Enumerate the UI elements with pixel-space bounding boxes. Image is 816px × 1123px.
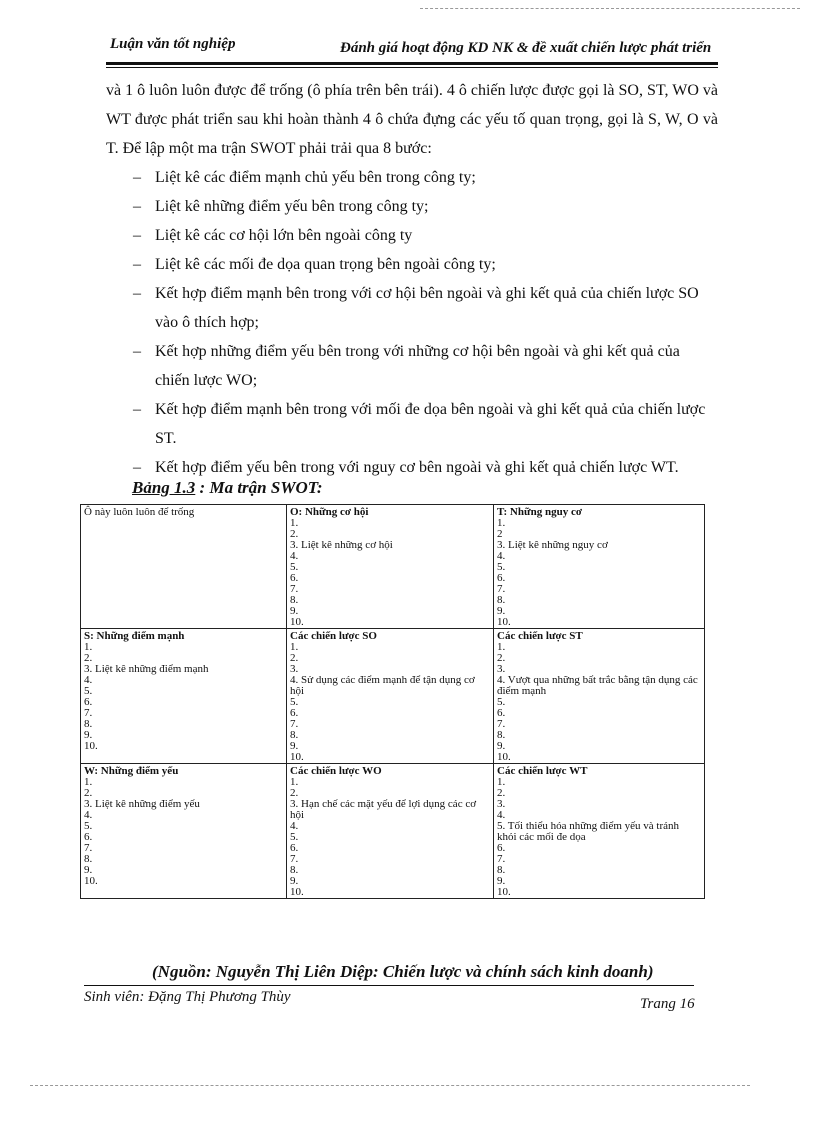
cell-line: 1.	[84, 641, 93, 653]
cell-line: 3. Liệt kê những điểm yếu	[84, 798, 200, 810]
cell-line: 1.	[497, 517, 506, 529]
cell-title: S: Những điểm mạnh	[84, 630, 185, 642]
cell-line: 3. Liệt kê những điểm mạnh	[84, 663, 209, 675]
cell-line: 7.	[497, 718, 506, 730]
cell-line: 4.	[290, 550, 299, 562]
cell-line: 5.	[290, 831, 299, 843]
cell-line: 7.	[290, 583, 299, 595]
list-item: – Liệt kê các điểm mạnh chủ yếu bên trong công ty;	[106, 163, 718, 192]
swot-strengths-cell	[81, 629, 287, 764]
table-row	[81, 764, 705, 899]
cell-line: 9.	[497, 605, 506, 617]
cell-line: 8.	[290, 864, 299, 876]
cell-line: 10.	[290, 751, 304, 763]
cell-line: 8.	[84, 718, 93, 730]
cell-line: 3. Liệt kê những cơ hội	[290, 539, 393, 551]
bullet-dash: –	[133, 459, 141, 476]
cell-line: 1.	[84, 776, 93, 788]
body-text	[106, 76, 718, 482]
cell-line: 4. Vượt qua những bất trắc bằng tận dụng các điểm mạnh	[497, 674, 698, 697]
cell-line: 5.	[84, 820, 93, 832]
list-item: – Liệt kê những điểm yếu bên trong công ty;	[106, 192, 718, 221]
cell-line: 6.	[290, 572, 299, 584]
cell-line: 4.	[84, 674, 93, 686]
scan-border-bottom	[30, 1085, 750, 1086]
cell-line: 10.	[84, 740, 98, 752]
table-caption-label: Bảng 1.3	[132, 478, 196, 497]
steps-list	[106, 163, 718, 482]
bullet-dash: –	[133, 227, 141, 244]
scan-border-top	[420, 8, 800, 9]
swot-threats-cell	[494, 505, 705, 629]
cell-line: 9.	[290, 740, 299, 752]
list-item: – Liệt kê các cơ hội lớn bên ngoài công ty	[106, 221, 718, 250]
cell-line: 10.	[290, 616, 304, 628]
cell-line: 8.	[290, 729, 299, 741]
header-rule-thick	[106, 62, 718, 65]
cell-title: Các chiến lược SO	[290, 630, 377, 642]
cell-line: 10.	[497, 616, 511, 628]
swot-st-cell	[494, 629, 705, 764]
cell-line: 7.	[84, 707, 93, 719]
cell-line: 6.	[497, 572, 506, 584]
cell-line: 9.	[84, 864, 93, 876]
header-left-title: Luận văn tốt nghiệp	[110, 36, 236, 52]
cell-line: 4.	[497, 550, 506, 562]
cell-line: 5.	[290, 561, 299, 573]
swot-weaknesses-cell	[81, 764, 287, 899]
cell-line: 1.	[497, 641, 506, 653]
cell-line: 1.	[290, 517, 299, 529]
cell-line: 9.	[84, 729, 93, 741]
cell-line: 6.	[497, 707, 506, 719]
list-item: – Kết hợp điểm yếu bên trong với nguy cơ bên ngoài và ghi kết quả chiến lược WT.	[106, 453, 718, 482]
cell-line: 9.	[290, 875, 299, 887]
cell-title: O: Những cơ hội	[290, 506, 369, 518]
cell-line: 5.	[497, 561, 506, 573]
cell-line: 3. Hạn chế các mặt yếu để lợi dụng các cơ hội	[290, 798, 477, 821]
cell-line: 2.	[84, 652, 93, 664]
cell-line: 7.	[290, 718, 299, 730]
cell-line: 9.	[497, 875, 506, 887]
cell-line: 10.	[290, 886, 304, 898]
cell-line: 1.	[290, 776, 299, 788]
swot-wo-cell	[287, 764, 494, 899]
header-right-title: Đánh giá hoạt động KD NK & đề xuất chiến lược phát triển	[340, 40, 712, 56]
cell-line: 6.	[290, 707, 299, 719]
cell-line: 2.	[84, 787, 93, 799]
table-row	[81, 505, 705, 629]
cell-line: 9.	[497, 740, 506, 752]
cell-line: 8.	[497, 864, 506, 876]
cell-line: 8.	[84, 853, 93, 865]
swot-wt-cell	[494, 764, 705, 899]
cell-line: 8.	[290, 594, 299, 606]
swot-opportunities-cell	[287, 505, 494, 629]
cell-line: 3.	[290, 663, 299, 675]
cell-line: 10.	[497, 886, 511, 898]
table-caption-text: : Ma trận SWOT:	[195, 478, 323, 497]
cell-title: W: Những điểm yếu	[84, 765, 179, 777]
bullet-dash: –	[133, 285, 141, 302]
cell-line: 10.	[84, 875, 98, 887]
swot-matrix-table	[80, 504, 705, 899]
cell-title: Các chiến lược WO	[290, 765, 382, 777]
cell-line: 6.	[497, 842, 506, 854]
cell-line: 2.	[290, 528, 299, 540]
table-row	[81, 629, 705, 764]
table-caption	[132, 478, 323, 498]
cell-line: 5.	[84, 685, 93, 697]
bullet-dash: –	[133, 169, 141, 186]
cell-line: 1.	[497, 776, 506, 788]
cell-line: 4.	[290, 820, 299, 832]
cell-line: 2.	[290, 787, 299, 799]
cell-line: 6.	[84, 831, 93, 843]
bullet-dash: –	[133, 256, 141, 273]
cell-line: 5.	[497, 696, 506, 708]
list-item: – Liệt kê các mối đe dọa quan trọng bên ngoài công ty;	[106, 250, 718, 279]
cell-line: 10.	[497, 751, 511, 763]
cell-title: Các chiến lược ST	[497, 630, 583, 642]
cell-title: T: Những nguy cơ	[497, 506, 582, 518]
cell-line: 3.	[497, 798, 506, 810]
source-citation: (Nguồn: Nguyễn Thị Liên Diệp: Chiến lược và chính sách kinh doanh)	[152, 962, 654, 981]
cell-line: 5. Tối thiểu hóa những điểm yếu và tránh khỏi các mối đe dọa	[497, 820, 680, 843]
cell-line: 5.	[290, 696, 299, 708]
footer-student: Sinh viên: Đặng Thị Phương Thùy	[84, 989, 291, 1005]
cell-line: 7.	[290, 853, 299, 865]
cell-line: 6.	[84, 696, 93, 708]
cell-line: 8.	[497, 729, 506, 741]
swot-empty-cell: Ô này luôn luôn để trống	[81, 505, 287, 629]
cell-line: 2.	[497, 787, 506, 799]
cell-line: 6.	[290, 842, 299, 854]
cell-line: 4.	[84, 809, 93, 821]
cell-line: 9.	[290, 605, 299, 617]
cell-line: 3. Liệt kê những nguy cơ	[497, 539, 608, 551]
list-item: – Kết hợp điểm mạnh bên trong với cơ hội bên ngoài và ghi kết quả của chiến lược SO vào ô thích hợp;	[106, 279, 718, 337]
cell-line: 4.	[497, 809, 506, 821]
cell-line: 2.	[497, 652, 506, 664]
cell-line: 7.	[497, 583, 506, 595]
cell-line: 2	[497, 528, 503, 540]
footer-rule	[84, 985, 694, 986]
header-rule-thin	[106, 67, 718, 68]
bullet-dash: –	[133, 343, 141, 360]
list-item: – Kết hợp những điểm yếu bên trong với những cơ hội bên ngoài và ghi kết quả của chiến lược WO;	[106, 337, 718, 395]
cell-line: 7.	[84, 842, 93, 854]
cell-line: 3.	[497, 663, 506, 675]
cell-line: 2.	[290, 652, 299, 664]
cell-line: 4. Sử dụng các điểm mạnh để tận dụng cơ hội	[290, 674, 475, 697]
footer-page-number: Trang 16	[640, 996, 695, 1012]
bullet-dash: –	[133, 198, 141, 215]
bullet-dash: –	[133, 401, 141, 418]
swot-so-cell	[287, 629, 494, 764]
cell-title: Các chiến lược WT	[497, 765, 588, 777]
intro-paragraph: và 1 ô luôn luôn được để trống (ô phía trên bên trái). 4 ô chiến lược được gọi là SO, ST, WO và WT được phát triển sau khi hoàn thành 4 ô chứa đựng các yếu tố quan trọng, gọi là S, W, O và T. Để lập một ma trận SWOT phải trải qua 8 bước:	[106, 82, 718, 157]
cell-line: 7.	[497, 853, 506, 865]
list-item: – Kết hợp điểm mạnh bên trong với mối đe dọa bên ngoài và ghi kết quả của chiến lược ST.	[106, 395, 718, 453]
cell-line: 1.	[290, 641, 299, 653]
cell-line: 8.	[497, 594, 506, 606]
